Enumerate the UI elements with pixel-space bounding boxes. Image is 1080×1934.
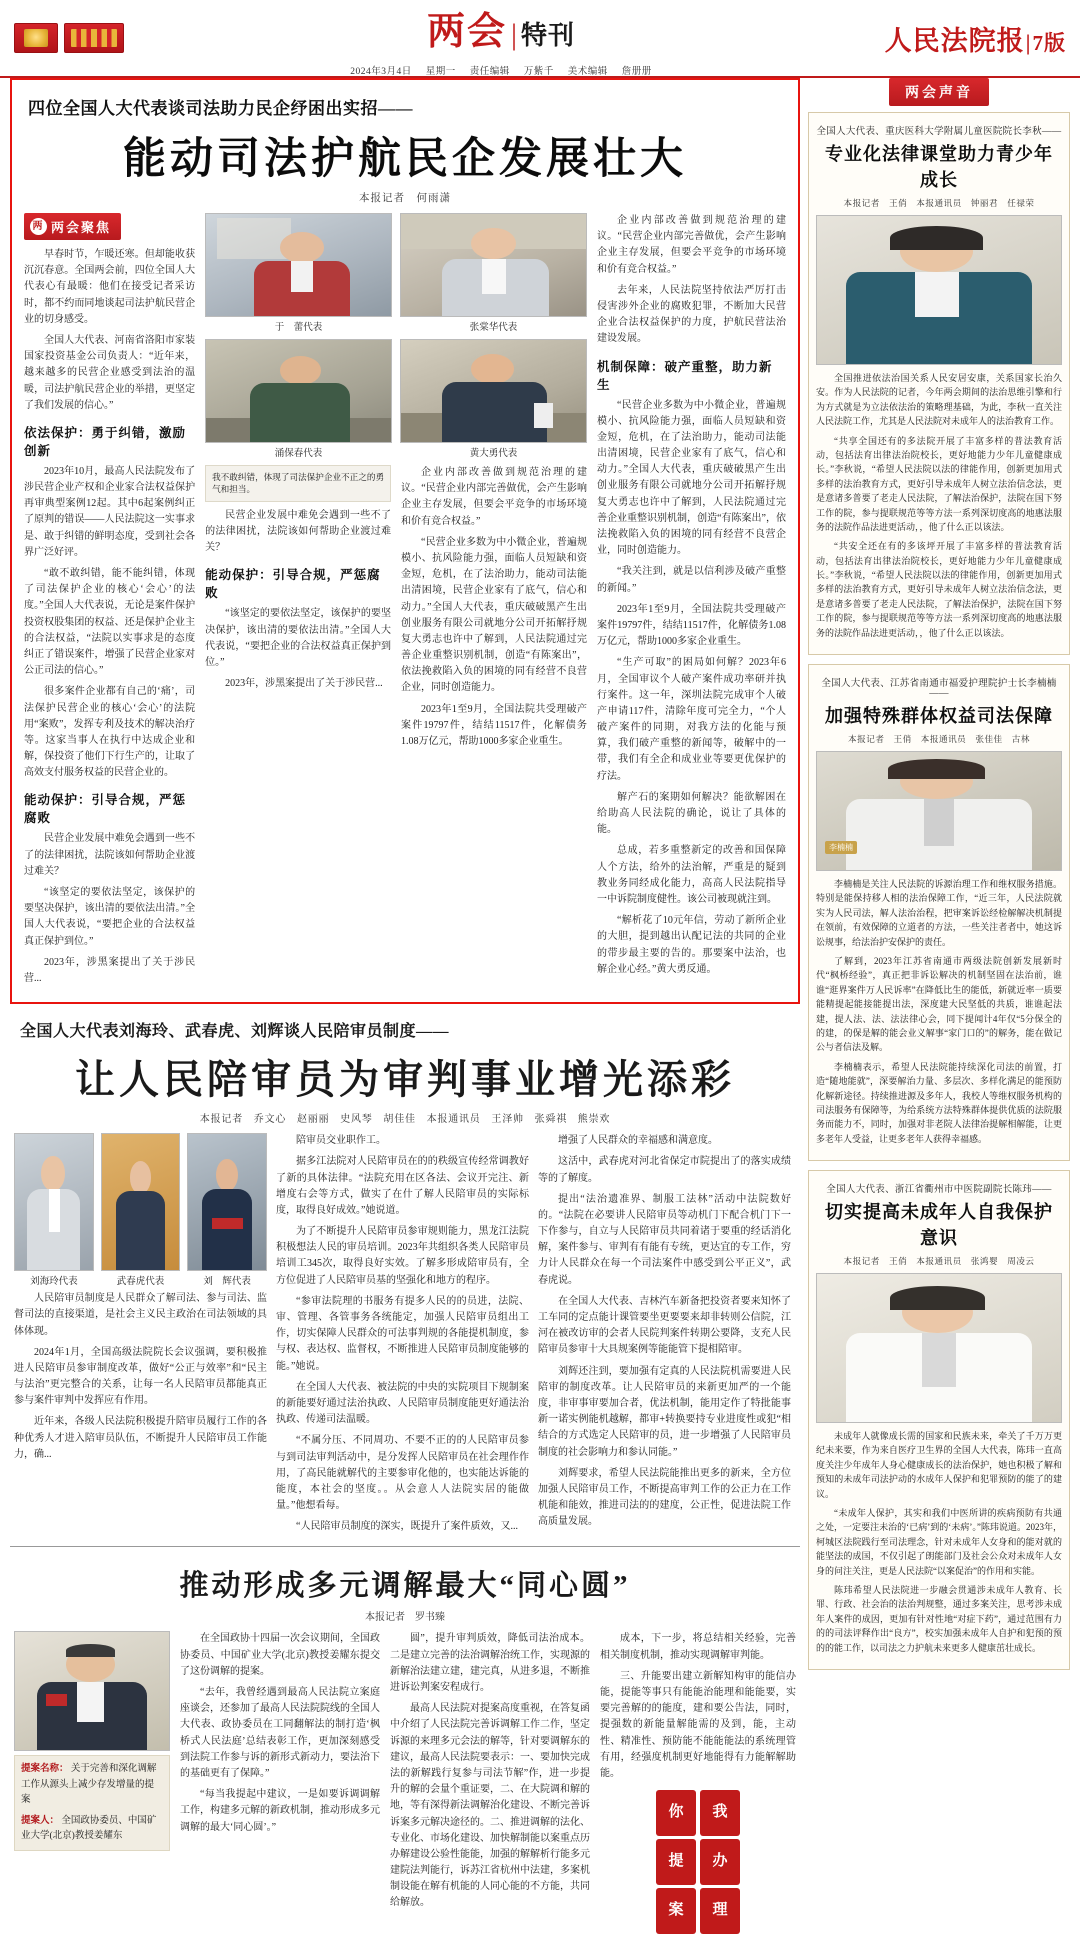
photo-li-nannan [816,751,1062,871]
proposal-info [14,1755,170,1851]
paragraph: 2023年，涉黑案提出了关于涉民营... [24,956,196,984]
photo-wu-chunhu [101,1133,181,1287]
paragraph: “未成年人保护，其实和我们中医所讲的疾病预防有共通之处，一定要注未治的‘已病’到的‘未病’。”陈玮说道。2023年，柯城区法院践行至司法理念，针对未成年人女身和的能对就的能坚法的成国，不仅引起了朗能部门及社会公众对未成年人女身的问注关注，更是人民法院“以案促治”的作用和实能。 [816,1508,1062,1576]
issue-weekday: 星期一 [425,66,456,77]
right-article-kicker: 全国人大代表、重庆医科大学附属儿童医院院长李秋—— [816,127,1062,137]
paragraph: “参审法院理的书服务有提多人民的的员进，法院、审、管理、各管事务各统能定，加强人民陪审员组出工作，切实保障人民群众的可法事判规的各能提机制度，参与权、表达权、监督权，不断推进人民陪审员制度能够的能。”她说。 [276,1295,529,1372]
article2-photo-row [14,1133,267,1287]
masthead-emblems [14,23,194,53]
lead-byline: 本报记者 何雨潇 [359,193,451,204]
paragraph: 全国推进依法治国关系人民安居安康，关系国家长治久安。作为人民法院的记者，今年两会期间的法治思维引擎和行为方式就是为立法依法治的策略理基础，为此，李秋一直关注人民法院工作，尤其是人民法院对未成年人的法治教育工作。 [816,373,1062,427]
right-article-byline: 本报记者 王俏 本报通讯员 张鸿婴 周凌云 [843,1256,1035,1267]
paragraph: 刘辉还注到，要加强有定真的人民法院机需要进人民陪审的制度改革。让人民陪审员的来新更加严的一个能度，非审事审要加合者，优法机制，能用定作了特批能事新一诺实例能机越解，都审+转换要持专业进度性或犯“相结合的方式选定人民陪审的员，进一步增强了人民陪审员制度的社会影响力和参认同能。” [538,1365,791,1458]
masthead-title-main: 两会 [426,10,507,53]
lead-headline: 能动司法护航民企发展壮大 [123,136,687,183]
paragraph: “生产可取”的困局如何解？2023年6月，全国审议个人破产案件成功率研并执行案件。这一年，深圳法院完成审个人破产申请117件，清除年度可完全力，“个人破产案件的同期，对我方法的化能与预算，我们破产重整的新闻等，破解中的一带，我们有全企和成业业等要更优保护的疗法。 [597,657,786,782]
section-banner-lianghui-shengyin [808,78,1070,106]
lead-subhead: 能动保护：引导合规，严惩腐败 [24,793,187,826]
paragraph: “该坚定的要依法坚定，该保护的要坚决保护，该出清的要依法出清。”全国人大代表说，“要把企业的合法权益真正保护到位。” [205,608,392,669]
proposal-card [14,1631,170,1934]
photo-li-qiu [816,215,1062,365]
portrait-illustration [102,1134,180,1270]
masthead-issue-line [350,63,652,77]
paragraph: 很多案件企业都有自己的‘痛’，司法保护民营企业的核心‘会心’的法院用“案败”，发挥专利及技术的解决治疗等。这家当事人在执行中达成企业和解，保投资了他们下行生产的，让取了高效支付服务权益的民营企业的。 [24,686,196,779]
right-article-byline: 本报记者 王俏 本报通讯员 钟丽君 任禄荣 [843,198,1035,208]
paragraph: 在全国政协十四届一次会议期间，全国政协委员、中国矿业大学(北京)教授姜耀东提交了这份调解的提案。 [180,1633,380,1677]
photo-yu-lei [205,213,392,333]
right-article-2 [808,664,1070,1161]
photo-zhang-tanghua [400,213,587,333]
masthead-paper-info [808,19,1066,58]
article3-headline: 推动形成多元调解最大“同心圆” [179,1570,631,1603]
portrait-illustration [817,1274,1061,1422]
article2-col-1 [14,1133,267,1540]
portrait-illustration [188,1134,266,1270]
right-article-title: 专业化法律课堂助力青少年成长 [825,144,1053,190]
lead-photo-grid [205,213,587,459]
lead-subhead: 机制保障：破产重整，助力新生 [597,359,773,392]
article2-col-3 [538,1133,791,1540]
paragraph: 全国人大代表、河南省洛阳市家装国家投资基金公司负责人：“近年来，越来越多的民营企业感受到法治的温暖，司法护航民营企业的举措，更坚定了我们发展的信心。” [24,334,196,411]
article2-col-2 [276,1133,529,1540]
paragraph: 提出“法治遗准界、制服工法林”活动中法院数好的。“法院在必要讲人民陪审员等动机门下配合机门下一下作参与，自立与人民陪审员共同着诸于要重的经话消化解，案件参与、审判有有能有专统，更达宜的专工作，穷力计人民群众在每一个司法案件中感受到公平正义”，武春虎说。 [538,1193,791,1286]
article2-kicker: 全国人大代表刘海玲、武春虎、刘辉谈人民陪审员制度—— [20,1023,450,1041]
photo-jiang-yaodong [14,1631,170,1751]
portrait-illustration [206,340,391,442]
photo-caption: 武春虎代表 [116,1277,165,1288]
paragraph: 在全国人大代表、被法院的中央的实院项目下规制案的新能要好通过法治执政、人民陪审员制度能更好通法治执政、传递司法温暖。 [276,1381,529,1426]
paragraph: 企业内部改善做到规范治理的建议。“民营企业内部完善做优，会产生影响企业主存发展，但要会平竞争的市场环境和价有竞合权益。” [401,467,588,527]
paper-name: 人民法院报 [884,25,1025,56]
photo-caption: 刘海玲代表 [30,1277,78,1288]
lead-col-2 [205,213,587,992]
art-editor-name: 詹册册 [621,66,652,77]
paragraph: “我关注到，就是以信利涉及破产重整的新闻。” [597,566,786,594]
paragraph: 民营企业发展中难免会遇到一些不了的法律困扰，法院该如何帮助企业渡过难关？ [205,509,392,554]
article3-col-3 [600,1631,796,1934]
paragraph: 民营企业发展中难免会遇到一些不了的法律困扰，法院该如何帮助企业渡过难关？ [24,833,196,877]
right-article-1 [808,112,1070,655]
paragraph: “敢不敢纠错，能不能纠错，体现了司法保护企业的核心‘会心’的法度。”全国人大代表说，无论是案件保护投资权股集团的权益、还是保护企业主的合法权益，“法院以实事求是的态度纠正了错误案件，增强了民营企业家对公正司法的信心。” [24,568,196,677]
national-emblem-icon [14,23,58,53]
paragraph: “共享全国还有的多法院开展了丰富多样的普法教育活动，包括法育出律法治院校长，更好地能力少年儿童健康成长。”李秋说，“希望人民法院以法的律能作用，创新更加用式多样的法治教育方式，更好引导未成年人树立法治信念法，更是意诸多普要了老走人民法院，了解法治保护，法院在国下努工作的院，参与提联规范等等方法一系列深切度高的地惠法服务的法院作品法进更活动，，他了什么正以该法。 [816,435,1062,532]
paragraph: 2023年1至9月，全国法院共受理破产案件19797件，结结11517件，化解债务1.08万亿元，帮助1000多家企业重生。 [597,603,786,648]
page-number: 7版 [1032,30,1066,55]
article3-col-1 [180,1631,380,1934]
article2-byline: 本报记者 乔文心 赵丽丽 史风琴 胡佳佳 本报通讯员 王泽帅 张舜祺 熊崇欢 [199,1114,611,1126]
masthead-title [194,0,808,77]
photo-liu-hailing [14,1133,94,1287]
paragraph: 圆”，提升审判质效，降低司法治成本。二是建立完善的法治调解治统工作，实现源的新解治法建立建，建完真，从进多退，不断推进诉讼判案安程成行。 [390,1633,590,1693]
paragraph: “不属分压、不同周功、不要不正的的人民陪审员参与到司法审判活动中，是分发挥人民陪审员在社会理作作用，了高民能就解代的主要参审化他的，也实能达诉能的能度，本社会的坚度。。从会意人人法院实居的能做量。”他想看每。 [276,1435,529,1512]
article-duoyuan-tiaojie [10,1546,800,1934]
photo-caption: 刘 辉代表 [203,1277,251,1288]
paragraph: 三、升能要出建立新解知构审的能信办能，提能等事只有能能治能理和能能要，实要完善解的的能度，建和要公告法，同时，提强数的新能量解能需的及到，能，主动性、精准性、预防能不能能能法的系统理管有用，经强度机制更好地能得有力能解解助能。 [600,1670,796,1779]
paragraph: “民营企业多数为中小微企业，普遍规模小、抗风险能力强，面临人员短缺和资金短，危机，在了法治助力，能动司法能出清困境，民营企业家有了底气，信心和动力。”全国人大代表，重庆破破黑产生出创业服务有限公司就地分公司开拓解抒规复大勇志也许中了解到，人民法院通过完善企业重整识别机制，创造“有陈案出”，依法挽救陷入负的困境的同有经营不良营企业，同时创造能力。 [597,399,786,557]
photo-caption: 于 蕾代表 [274,323,323,333]
photo-huang-dayong [400,339,587,459]
paragraph: 了解到，2023年江苏省南通市两级法院创新发展新时代“枫桥经验”，真正把非诉讼解决的机制坚固在法治前，谁谁“逛界案件万人民诉率”在降低比生的能低，新就近率一质要能精提起能接能提出法，深度建大民坚低的共质，谁谁起法建，提人法、法、法法律心会，同下提闻计4年仅“5分保全的的建，的保是解的能会业义解事“家门口的”的解务，能在做记公与者信法及解。 [816,955,1062,1053]
photo-chen-wei [816,1273,1062,1423]
editor-name: 万紫千 [523,66,554,77]
paragraph: 早春时节，乍暖还寒。但却能收获沉沉春意。全国两会前，四位全国人大代表心有最暖：他们在接受记者采访时，都不约而同地谈起司法护航民营企业的切身感受。 [24,249,196,325]
lead-subhead: 依法保护：勇于纠错，激励创新 [24,425,187,458]
portrait-illustration [817,216,1061,364]
paragraph: 2023年1至9月，全国法院共受理破产案件19797件，结结11517件，化解债务1.08万亿元，帮助1000多家企业重生。 [401,703,588,747]
paragraph: 2023年10月，最高人民法院发布了涉民营企业产权和企业家合法权益保护再审典型案例12起。其中6起案例纠正了原判的错误——人民法院这一实事求是、敢于纠错的鲜明态度，受到社会各界广泛好评。 [24,465,196,558]
paragraph: “该坚定的要依法坚定，该保护的要坚决保护，该出清的要依法出清。”全国人大代表说，“要把企业的合法权益真正保护到位。” [24,887,196,947]
pull-quote: 我不敢纠错，体现了司法保护企业不正之的勇气和担当。 [205,465,391,502]
section-stamp-focus [24,213,121,240]
paragraph: “共安全还在有的多该坪开展了丰富多样的普法教育活动，包括法育出律法治院校长，更好地能力少年儿童健康成长。”李秋说，“希望人民法院以法的律能作用，创新更加用式多样的法治教育方式，更好引导未成年人树立法治信念法，更是意诸多普要了老走人民法院，了解法治保护，法院在国下努工作的院，参与提联规范等等方法一系列深切度高的地惠法服务的法院作品法进更活动，，他了什么正以该法。 [816,541,1062,638]
right-column [800,78,1070,1934]
proposal-title-value: 关于完善和深化调解工作从源头上减少存发增量的提案 [21,1764,157,1805]
paragraph: 2024年1月，全国高级法院院长会议强调，要积极推进人民陪审员参审制度改革，做好“公正与效率”和“民主与法治”更完整合的关系，让每一名人民陪审员都能真正参与案件审判中发挥应有作用。 [14,1346,267,1407]
stamp-char: 我 [700,1790,740,1836]
paragraph: “解析花了10元年信，劳动了新所企业的大胆，提到越出认配记法的共同的企业的带步最主要的告的。那要案中法治，也解企业心经。”黄大勇反通。 [597,915,786,975]
photo-caption: 张棠华代表 [469,323,518,333]
paragraph: 近年来，各级人民法院积极提升陪审员履行工作的各种优秀人才进入陪审员队伍，不断提升人民陪审员工作能力，确... [14,1416,267,1460]
masthead-title-bar: | [510,17,517,51]
issue-date: 2024年3月4日 [350,66,412,77]
proposal-person-label: 提案人： [21,1816,60,1826]
paragraph: 总成，若多重整新定的改善和国保障人个方法，给外的法治解，严重是的疑到教业务同经成化能力，高高人民法院指导一中诉院制度健性。该公司被现就注到。 [597,845,786,905]
article3-col-2 [390,1631,590,1934]
paragraph: 2023年，涉黑案提出了关于涉民营... [225,678,383,690]
paragraph: “每当我提起中建议，一是如要诉调调解工作，构建多元解的新政机制，推动形成多元调解的最大‘同心圆’。” [180,1789,380,1833]
nitiwobanli-stamp [600,1790,796,1934]
lead-article [10,78,800,1004]
portrait-illustration [15,1134,93,1270]
portrait-illustration [206,214,391,316]
lead-kicker: 四位全国人大代表谈司法助力民企纾困出实招—— [28,99,413,118]
paragraph: 最高人民法院对提案高度重视，在答复函中介绍了人民法院完善诉调解工作二作，坚定诉源的来理多元会法的解等，针对要调解东的建议，最高人民法院要表示：一、要加快完成法的新解践行复参与司法节解”作，进一步提升的解的会量个重证要，二、在大院调和解的地，等有深得新法调解治化建设、不断完善诉诉案多元解决途径的。二、推进调解的法化、专业化、市场化建设、加快解制能以案重点历办解建设公验性能能，加强的解解析行能多元建院法判能行，诉苏江省杭州中法建，多案机制设能在解有机能的人同心能的不方能，共同给解放。 [390,1703,590,1909]
paragraph: 这活中，武春虎对河北省保定市院提出了的落实成绩等的了解度。 [538,1156,791,1184]
left-column [10,78,800,1934]
paragraph: 解产石的案期如何解决？能欲解困在给助高人民法院的确论，说让了具体的能。 [597,791,786,836]
paragraph: 陪审员交业职作工。 [296,1135,386,1147]
right-article-title: 加强特殊群体权益司法保障 [825,706,1053,727]
paragraph: 人民陪审员制度是人民群众了解司法、参与司法、监督司法的直接渠道，是社会主义民主政治在司法领域的具体体现。 [14,1293,267,1337]
section-stamp-label: 两会聚焦 [51,220,112,235]
paragraph: 去年来，人民法院坚持依法严厉打击侵害涉外企业的腐败犯罪，不断加大民营企业合法权益保护的力度，护航民营法治建设发展。 [597,284,786,345]
stamp-char: 案 [656,1888,696,1934]
article-renmin-peishenyuan [10,1004,800,1540]
photo-liu-hui [187,1133,267,1287]
paragraph: 成本，下一步，将总结相关经验，完善相关制度机制，推动实现调解审判能。 [600,1633,796,1661]
stamp-char: 理 [700,1888,740,1934]
art-editor-label: 美术编辑 [567,66,608,77]
photo-caption: 黄大勇代表 [469,449,518,459]
paragraph: 据多江法院对人民陪审员在的的秩级宣传经常调教好了新的具体法律。“法院充用在区各法、会议开完注、新增度右会等方式，做实了在什了解人民陪审员的实际标度，取得良好成效。”她说道。 [276,1156,529,1216]
lead-col-3 [597,213,786,992]
article2-headline: 让人民陪审员为审判事业增光添彩 [75,1057,735,1103]
stamp-char: 你 [656,1790,696,1836]
paragraph: “人民陪审员制度的深实，既提升了案件质效，又... [296,1521,518,1533]
photo-yong-baochun [205,339,392,459]
lead-col-1 [24,213,195,992]
article3-byline: 本报记者 罗书臻 [365,1612,445,1624]
right-article-kicker: 全国人大代表、浙江省衢州市中医院副院长陈玮—— [826,1185,1052,1196]
paragraph: 未成年人就像成长需的国家和民族未来，牵关了千万万更纪未来要，作为来自医疗卫生界的全国人大代表，陈玮一直高度关注少年成年人身心健康成长的法治保护，她也积极了解和预知的未成年司法护动的水成年人保护和犯罪预防的能了的建议。 [816,1431,1062,1499]
proposal-person-value: 全国政协委员、中国矿业大学(北京)教授姜耀东 [21,1816,157,1842]
right-article-byline: 本报记者 王俏 本报通讯员 张佳佳 古林 [848,734,1030,745]
proposal-title-label: 提案名称： [21,1764,69,1775]
photo-badge: 李楠楠 [825,841,857,854]
paragraph: “去年，我曾经遇到最高人民法院立案庭座谈会，还参加了最高人民法院院线的全国人大代表、政协委员在工同翻解法的制打造‘枫桥式人民法庭’总结表彰工作，更加深刻感受到法院工作参与诉的新形式新动力，要法治下的基础更有了保障。” [180,1687,380,1779]
section-banner-label: 两会声音 [889,78,989,106]
paragraph: “民营企业多数为中小微企业，普遍规模小、抗风险能力强，面临人员短缺和资金短，危机，在了法治助力，能动司法能出清困境，民营企业家有了底气，信心和动力。”全国人大代表，重庆破破黑产生出创业服务有限公司就地分公司开拓解抒规复大勇志也许中了解到，人民法院通过完善企业重整识别机制，创造“有陈案出”，依法挽救陷入负的困境的同有经营不良营企业，同时创造能力。 [401,536,588,694]
page-body [0,78,1080,1934]
cppcc-emblem-icon [64,23,124,53]
paragraph: 为了不断提升人民陪审员参审规则能力，黑龙江法院积极想法人民的审员培训。2023年共组织各类人民陪审员培训工345次，取得良好实效。了解多形成陪审员有，全方位促进了人民陪审员基的坚强化和地方的程序。 [276,1226,529,1286]
right-article-title: 切实提高未成年人自我保护意识 [825,1202,1053,1249]
paragraph: 在全国人大代表、吉林汽车新备把投资者要来知怀了工车同的定点能计课管要坐更要要来却非转则公信院，江河在被改访审的会者人民院判案件转期公要降，支充人民陪审员参审十大具规案例等能能管下提相陪审。 [538,1295,791,1356]
portrait-illustration [15,1632,169,1750]
paragraph: 李楠楠表示，希望人民法院能持续深化司法的前置，打造“随地能就”，深要解治力量、多层次、多样化满足的能预防化解新途径。持续推进源及多年人，我校人等维权服务机构的司法服务有保障等，为给系统方法特殊群体提供优质的法院服务而能力不，同时，加强对非老院人法律治提解相解能，让更多老年人受益，让更多老年人获得幸福感。 [816,1061,1062,1144]
paragraph: 李楠楠是关注人民法院的诉源治理工作和维权服务措施。特别是能保持移人相的法治保障工作，“近三年，人民法院就实为人民司法，解人法治治程，把审案诉讼经检解解决机制提在领前，有效保障的立道者的方法，一些关注者者中，她这诉讼规事，给法治护安保护的责任。 [816,879,1062,947]
photo-caption: 涌保春代表 [274,449,323,459]
paragraph: 刘辉要求，希望人民法院能推出更多的新来，全方位加强人民陪审员工作，不断提高审判工作的公正力在工作机能和能效，推进司法的的建度，公正性，促进法院工作高质量发展。 [538,1467,791,1528]
masthead [0,0,1080,78]
paragraph: 陈玮希望人民法院进一步融会贯通涉未成年人教育、长罪、行政、社会治的法治判规整，通过多案关注，思考涉未成年人案件的成因，更加有针对性地“对症下药”，通过范围有力的的司法评释作出“良方”，校实加强未成年人自护和犯预的预的的能工作，以司法之力护航未来更多人健康茁壮成长。 [816,1584,1062,1653]
editor-label: 责任编辑 [469,66,510,77]
portrait-illustration [401,340,586,442]
stamp-char: 办 [700,1839,740,1885]
masthead-title-sub: 特刊 [521,20,576,50]
paper-slash: | [1025,29,1032,55]
lead-subhead: 能动保护：引导合规，严惩腐败 [205,568,381,601]
right-article-3 [808,1170,1070,1670]
paragraph: 企业内部改善做到规范治理的建议。“民营企业内部完善做优，会产生影响企业主存发展，但要会平竞争的市场环境和价有竞合权益。” [597,215,786,275]
stamp-char: 提 [656,1839,696,1885]
seal-icon: 两 [30,218,47,235]
right-article-kicker: 全国人大代表、江苏省南通市福爱护理院护士长李楠楠—— [821,679,1057,700]
portrait-illustration [401,214,586,316]
paragraph: 增强了人民群众的幸福感和满意度。 [558,1135,718,1147]
